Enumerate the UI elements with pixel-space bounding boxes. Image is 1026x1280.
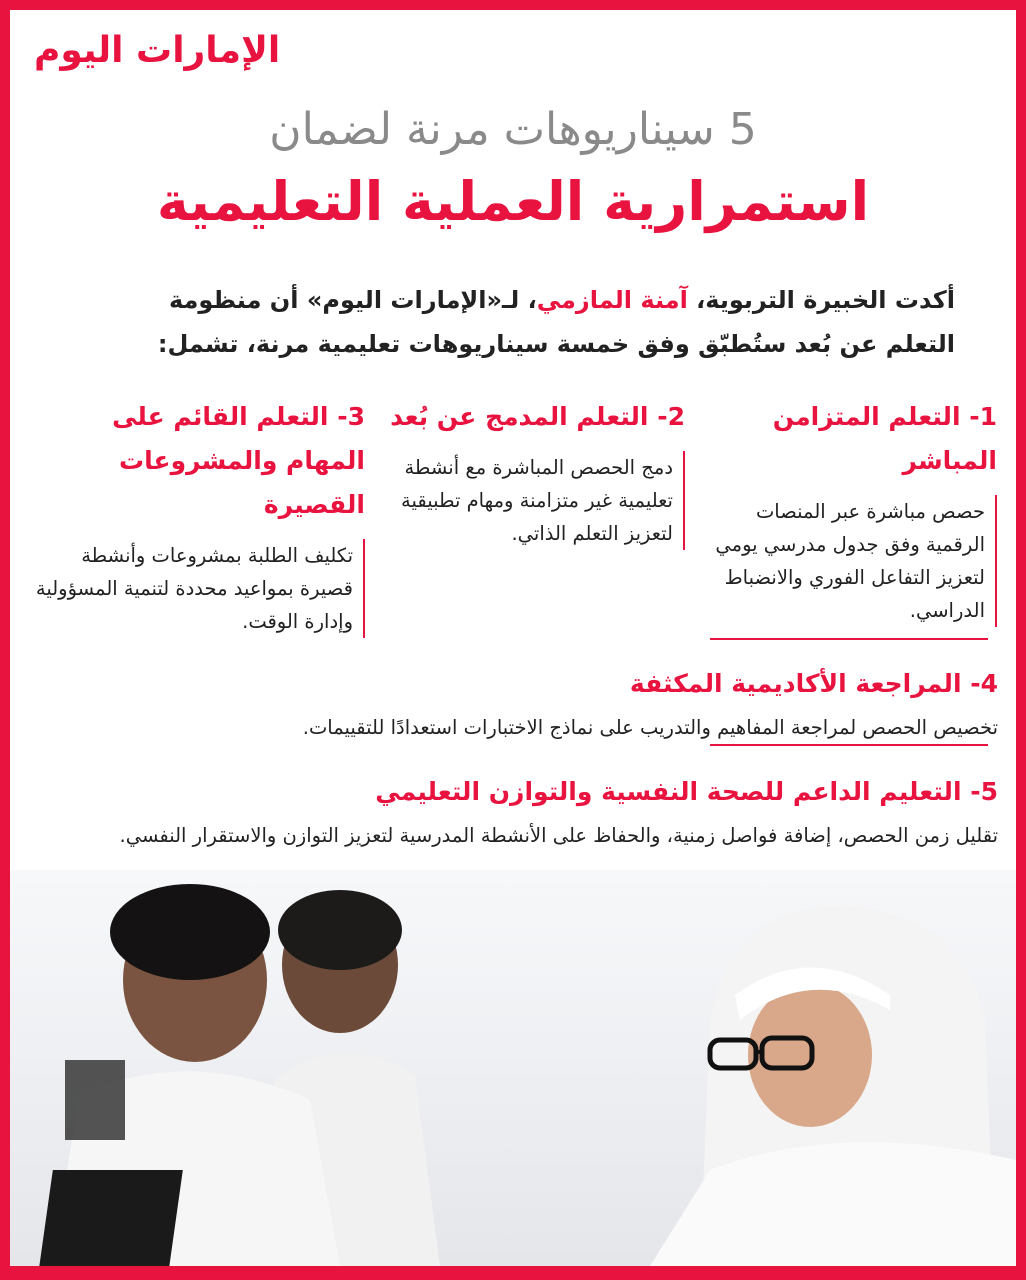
scenario-5-text: تقليل زمن الحصص، إضافة فواصل زمنية، والحفاظ على الأنشطة المدرسية لتعزيز التوازن والاستقرار النفسي. (119, 824, 998, 847)
scenario-3-text: تكليف الطلبة بمشروعات وأنشطة قصيرة بمواعيد محددة لتنمية المسؤولية وإدارة الوقت. (35, 539, 365, 638)
scenario-1-heading: 1- التعلم المتزامن المباشر (772, 402, 997, 475)
title-line-1: 5 سيناريوهات مرنة لضمان (269, 104, 757, 155)
students-illustration (10, 870, 1016, 1266)
intro-part-1: أكدت الخبيرة التربوية، (687, 286, 955, 314)
scenario-4 (70, 662, 998, 746)
scenario-5-heading: 5- التعليم الداعم للصحة النفسية والتوازن التعليمي (375, 777, 998, 806)
scenario-2-text: دمج الحصص المباشرة مع أنشطة تعليمية غير متزامنة ومهام تطبيقية لتعزيز التعلم الذاتي. (385, 451, 685, 550)
scenario-3-heading: 3- التعلم القائم على المهام والمشروعات القصيرة (112, 402, 365, 519)
scenario-4-text: تخصيص الحصص لمراجعة المفاهيم والتدريب على نماذج الاختبارات استعدادًا للتقييمات. (302, 716, 998, 739)
scenario-1-text: حصص مباشرة عبر المنصات الرقمية وفق جدول مدرسي يومي لتعزيز التفاعل الفوري والانضباط الدراسي. (715, 495, 997, 627)
infographic-card (10, 10, 1016, 1266)
scenario-4-heading: 4- المراجعة الأكاديمية المكثفة (629, 669, 998, 698)
scenario-5 (70, 770, 998, 854)
divider-2 (710, 744, 988, 746)
scenario-2-heading: 2- التعلم المدمج عن بُعد (390, 402, 685, 431)
students-photo (10, 870, 1016, 1266)
intro-part-2: ، لـ«الإمارات اليوم» أن منظومة التعلم عن بُعد ستُطبّق وفق خمسة سيناريوهات تعليمية مرنة، تشمل: (157, 286, 955, 358)
divider-1 (710, 638, 988, 640)
scenario-1 (715, 395, 997, 627)
scenario-2 (385, 395, 685, 550)
intro-paragraph (120, 278, 955, 366)
expert-name: آمنة المازمي (536, 286, 688, 314)
title-line-2: استمرارية العملية التعليمية (156, 170, 870, 233)
brand-logo: الإمارات اليوم (34, 30, 281, 71)
scenario-3 (35, 395, 365, 638)
